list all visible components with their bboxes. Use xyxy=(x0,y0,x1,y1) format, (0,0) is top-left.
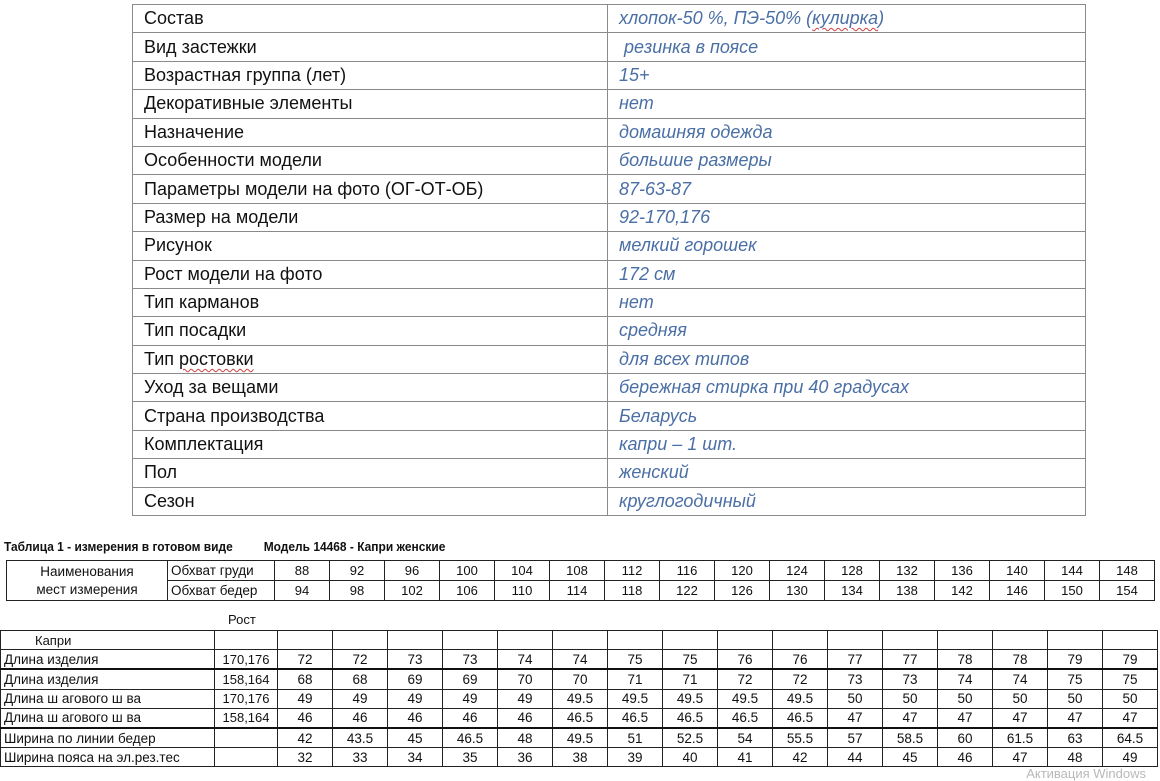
measurement-value: 50 xyxy=(993,689,1048,708)
hips-size: 98 xyxy=(330,581,385,601)
height-value: 158,164 xyxy=(215,669,278,689)
height-value xyxy=(215,748,278,767)
measurement-value: 48 xyxy=(1048,748,1103,767)
property-label: Тип посадки xyxy=(133,317,608,345)
property-value: 172 см xyxy=(608,260,1086,288)
hips-size: 146 xyxy=(990,581,1045,601)
property-label: Возрастная группа (лет) xyxy=(133,61,608,89)
empty-cell xyxy=(718,631,773,650)
property-row xyxy=(133,146,1086,174)
measurement-value: 38 xyxy=(553,748,608,767)
measurement-value: 48 xyxy=(498,728,553,748)
measurement-value: 49 xyxy=(388,689,443,708)
property-row xyxy=(133,374,1086,402)
measurement-value: 49 xyxy=(443,689,498,708)
chest-size: 104 xyxy=(495,561,550,581)
group-label: Капри xyxy=(1,631,215,650)
measurement-value: 40 xyxy=(663,748,718,767)
properties-table xyxy=(132,4,1086,516)
chest-size: 140 xyxy=(990,561,1045,581)
measurement-value: 71 xyxy=(608,669,663,689)
measure-label-line1: Наименования xyxy=(40,563,134,579)
property-value: 15+ xyxy=(608,61,1086,89)
chest-size: 116 xyxy=(660,561,715,581)
measurement-row xyxy=(1,748,1158,767)
chest-size: 108 xyxy=(550,561,605,581)
property-value: хлопок-50 %, ПЭ-50% (кулирка) xyxy=(608,5,1086,33)
measurement-value: 51 xyxy=(608,728,663,748)
empty-cell xyxy=(663,631,718,650)
property-row xyxy=(133,487,1086,515)
measurements-table xyxy=(0,630,1158,767)
property-row xyxy=(133,288,1086,316)
measurement-value: 34 xyxy=(388,748,443,767)
property-row xyxy=(133,317,1086,345)
property-label: Параметры модели на фото (ОГ-ОТ-ОБ) xyxy=(133,175,608,203)
property-row xyxy=(133,175,1086,203)
property-row xyxy=(133,61,1086,89)
measurement-value: 49 xyxy=(333,689,388,708)
hips-size: 102 xyxy=(385,581,440,601)
chest-size: 124 xyxy=(770,561,825,581)
measurement-name: Ширина пояса на эл.рез.тес xyxy=(1,748,215,767)
hips-size: 122 xyxy=(660,581,715,601)
measurement-value: 64.5 xyxy=(1103,728,1158,748)
property-row xyxy=(133,33,1086,61)
measurement-value: 52.5 xyxy=(663,728,718,748)
measurement-value: 70 xyxy=(498,669,553,689)
property-label: Сезон xyxy=(133,487,608,515)
hips-size: 126 xyxy=(715,581,770,601)
property-value: нет xyxy=(608,288,1086,316)
measurement-value: 75 xyxy=(663,650,718,670)
property-value: большие размеры xyxy=(608,146,1086,174)
measurement-value: 63 xyxy=(1048,728,1103,748)
hips-size: 130 xyxy=(770,581,825,601)
measurement-value: 74 xyxy=(938,669,993,689)
measurement-value: 68 xyxy=(333,669,388,689)
measurement-value: 55.5 xyxy=(773,728,828,748)
measurement-value: 74 xyxy=(993,669,1048,689)
property-row xyxy=(133,402,1086,430)
measurement-row xyxy=(1,708,1158,728)
measurement-value: 77 xyxy=(828,650,883,670)
height-value: 170,176 xyxy=(215,650,278,670)
property-row xyxy=(133,430,1086,458)
empty-cell xyxy=(828,631,883,650)
empty-cell xyxy=(993,631,1048,650)
measurement-value: 50 xyxy=(938,689,993,708)
measurement-name: Длина ш агового ш ва xyxy=(1,689,215,708)
measurement-value: 75 xyxy=(1048,669,1103,689)
measurement-value: 46 xyxy=(498,708,553,728)
property-label: Состав xyxy=(133,5,608,33)
empty-cell xyxy=(388,631,443,650)
chest-size: 148 xyxy=(1100,561,1155,581)
measurement-value: 47 xyxy=(938,708,993,728)
measurement-value: 49.5 xyxy=(718,689,773,708)
property-value: 92-170,176 xyxy=(608,203,1086,231)
measurement-value: 49.5 xyxy=(553,728,608,748)
height-value xyxy=(215,728,278,748)
measurement-value: 61.5 xyxy=(993,728,1048,748)
spec-title xyxy=(4,539,445,554)
measurement-value: 72 xyxy=(278,650,333,670)
empty-cell xyxy=(278,631,333,650)
chest-size: 112 xyxy=(605,561,660,581)
measurement-value: 50 xyxy=(1103,689,1158,708)
measurement-value: 69 xyxy=(443,669,498,689)
property-row xyxy=(133,118,1086,146)
empty-cell xyxy=(773,631,828,650)
empty-cell xyxy=(938,631,993,650)
property-value: Беларусь xyxy=(608,402,1086,430)
measurement-name: Длина ш агового ш ва xyxy=(1,708,215,728)
measurement-value: 69 xyxy=(388,669,443,689)
measurement-value: 47 xyxy=(1103,708,1158,728)
chest-size: 132 xyxy=(880,561,935,581)
property-label: Уход за вещами xyxy=(133,374,608,402)
property-row xyxy=(133,5,1086,33)
measurement-value: 36 xyxy=(498,748,553,767)
measurement-value: 49.5 xyxy=(773,689,828,708)
hips-size: 134 xyxy=(825,581,880,601)
hips-size: 154 xyxy=(1100,581,1155,601)
windows-activation-watermark: Активация Windows xyxy=(1026,766,1146,781)
property-row xyxy=(133,459,1086,487)
measurement-value: 50 xyxy=(883,689,938,708)
measure-label xyxy=(7,561,168,601)
measurement-value: 60 xyxy=(938,728,993,748)
height-value: 158,164 xyxy=(215,708,278,728)
hips-size: 106 xyxy=(440,581,495,601)
measurement-value: 72 xyxy=(333,650,388,670)
measurement-value: 46.5 xyxy=(663,708,718,728)
measurement-value: 49.5 xyxy=(663,689,718,708)
measurement-value: 45 xyxy=(388,728,443,748)
measurement-value: 75 xyxy=(1103,669,1158,689)
measurement-value: 49.5 xyxy=(553,689,608,708)
measurement-value: 79 xyxy=(1103,650,1158,670)
measurement-value: 49 xyxy=(498,689,553,708)
measurement-value: 42 xyxy=(773,748,828,767)
measurement-row xyxy=(1,669,1158,689)
measurement-value: 73 xyxy=(828,669,883,689)
empty-cell xyxy=(443,631,498,650)
property-value: домашняя одежда xyxy=(608,118,1086,146)
measurement-value: 46 xyxy=(278,708,333,728)
measurement-value: 73 xyxy=(443,650,498,670)
measurement-value: 46 xyxy=(388,708,443,728)
empty-cell xyxy=(608,631,663,650)
property-label: Декоративные элементы xyxy=(133,90,608,118)
measurement-value: 78 xyxy=(938,650,993,670)
measurement-value: 73 xyxy=(883,669,938,689)
property-label: Пол xyxy=(133,459,608,487)
chest-size: 136 xyxy=(935,561,990,581)
measurement-value: 50 xyxy=(1048,689,1103,708)
measurement-value: 32 xyxy=(278,748,333,767)
measurement-value: 75 xyxy=(608,650,663,670)
measurement-value: 44 xyxy=(828,748,883,767)
empty-cell xyxy=(883,631,938,650)
measurement-value: 46 xyxy=(938,748,993,767)
hips-size: 150 xyxy=(1045,581,1100,601)
measurement-value: 71 xyxy=(663,669,718,689)
measurement-value: 78 xyxy=(993,650,1048,670)
measurement-value: 74 xyxy=(553,650,608,670)
measurement-value: 46.5 xyxy=(443,728,498,748)
property-value: круглогодичный xyxy=(608,487,1086,515)
measurement-value: 47 xyxy=(828,708,883,728)
hips-size: 94 xyxy=(275,581,330,601)
measurement-value: 49 xyxy=(1103,748,1158,767)
measurement-row xyxy=(1,728,1158,748)
empty-cell xyxy=(1048,631,1103,650)
measurement-value: 72 xyxy=(773,669,828,689)
spec-model-title: Модель 14468 - Капри женские xyxy=(263,539,446,554)
spec-table-title: Таблица 1 - измерения в готовом виде xyxy=(4,539,233,554)
hips-size: 138 xyxy=(880,581,935,601)
measurement-value: 50 xyxy=(828,689,883,708)
measurement-value: 43.5 xyxy=(333,728,388,748)
measurement-value: 42 xyxy=(278,728,333,748)
measurement-value: 47 xyxy=(993,708,1048,728)
hips-size: 114 xyxy=(550,581,605,601)
property-value: капри – 1 шт. xyxy=(608,430,1086,458)
measurement-value: 77 xyxy=(883,650,938,670)
property-label: Комплектация xyxy=(133,430,608,458)
measurement-value: 46.5 xyxy=(773,708,828,728)
empty-cell xyxy=(215,631,278,650)
hips-size: 110 xyxy=(495,581,550,601)
measurement-value: 46.5 xyxy=(553,708,608,728)
chest-label: Обхват груди xyxy=(168,561,275,581)
empty-cell xyxy=(498,631,553,650)
measurement-value: 76 xyxy=(718,650,773,670)
property-value: резинка в поясе xyxy=(608,33,1086,61)
measurement-value: 73 xyxy=(388,650,443,670)
chest-size: 92 xyxy=(330,561,385,581)
group-row xyxy=(1,631,1158,650)
measurement-name: Ширина по линии бедер xyxy=(1,728,215,748)
property-row xyxy=(133,90,1086,118)
measurement-value: 76 xyxy=(773,650,828,670)
measurement-value: 46 xyxy=(333,708,388,728)
measure-label-line2: мест измерения xyxy=(36,581,138,597)
chest-size: 128 xyxy=(825,561,880,581)
measurement-name: Длина изделия xyxy=(1,650,215,670)
sizes-table xyxy=(6,560,1155,601)
measurement-value: 46.5 xyxy=(608,708,663,728)
measurement-value: 49 xyxy=(278,689,333,708)
chest-size: 100 xyxy=(440,561,495,581)
measurement-value: 57 xyxy=(828,728,883,748)
property-label: Особенности модели xyxy=(133,146,608,174)
measurement-value: 79 xyxy=(1048,650,1103,670)
property-label: Страна производства xyxy=(133,402,608,430)
measurement-value: 58.5 xyxy=(883,728,938,748)
measurement-row xyxy=(1,650,1158,670)
empty-cell xyxy=(1103,631,1158,650)
property-label: Размер на модели xyxy=(133,203,608,231)
measurement-value: 72 xyxy=(718,669,773,689)
hips-size: 142 xyxy=(935,581,990,601)
property-value: бережная стирка при 40 градусах xyxy=(608,374,1086,402)
property-value: для всех типов xyxy=(608,345,1086,373)
measurement-value: 54 xyxy=(718,728,773,748)
height-value: 170,176 xyxy=(215,689,278,708)
measurement-value: 41 xyxy=(718,748,773,767)
height-column-label: Рост xyxy=(228,612,256,627)
measurement-value: 49.5 xyxy=(608,689,663,708)
property-label: Тип карманов xyxy=(133,288,608,316)
hips-label: Обхват бедер xyxy=(168,581,275,601)
property-label: Вид застежки xyxy=(133,33,608,61)
measurement-name: Длина изделия xyxy=(1,669,215,689)
property-row xyxy=(133,232,1086,260)
measurement-value: 68 xyxy=(278,669,333,689)
chest-size: 88 xyxy=(275,561,330,581)
property-label: Рисунок xyxy=(133,232,608,260)
measurement-value: 45 xyxy=(883,748,938,767)
measurement-value: 35 xyxy=(443,748,498,767)
measurement-value: 46.5 xyxy=(718,708,773,728)
hips-size: 118 xyxy=(605,581,660,601)
property-value: 87-63-87 xyxy=(608,175,1086,203)
measurement-row xyxy=(1,689,1158,708)
empty-cell xyxy=(333,631,388,650)
property-value: мелкий горошек xyxy=(608,232,1086,260)
measurement-value: 70 xyxy=(553,669,608,689)
property-row xyxy=(133,260,1086,288)
property-value: нет xyxy=(608,90,1086,118)
property-value: средняя xyxy=(608,317,1086,345)
measurement-value: 33 xyxy=(333,748,388,767)
property-row xyxy=(133,345,1086,373)
property-label: Рост модели на фото xyxy=(133,260,608,288)
property-row xyxy=(133,203,1086,231)
measurement-value: 46 xyxy=(443,708,498,728)
chest-size: 144 xyxy=(1045,561,1100,581)
measurement-value: 47 xyxy=(993,748,1048,767)
measurement-value: 47 xyxy=(883,708,938,728)
measurement-value: 39 xyxy=(608,748,663,767)
property-label: Тип ростовки xyxy=(133,345,608,373)
measurement-value: 74 xyxy=(498,650,553,670)
empty-cell xyxy=(553,631,608,650)
property-label: Назначение xyxy=(133,118,608,146)
chest-size: 96 xyxy=(385,561,440,581)
property-value: женский xyxy=(608,459,1086,487)
measurement-value: 47 xyxy=(1048,708,1103,728)
chest-size: 120 xyxy=(715,561,770,581)
